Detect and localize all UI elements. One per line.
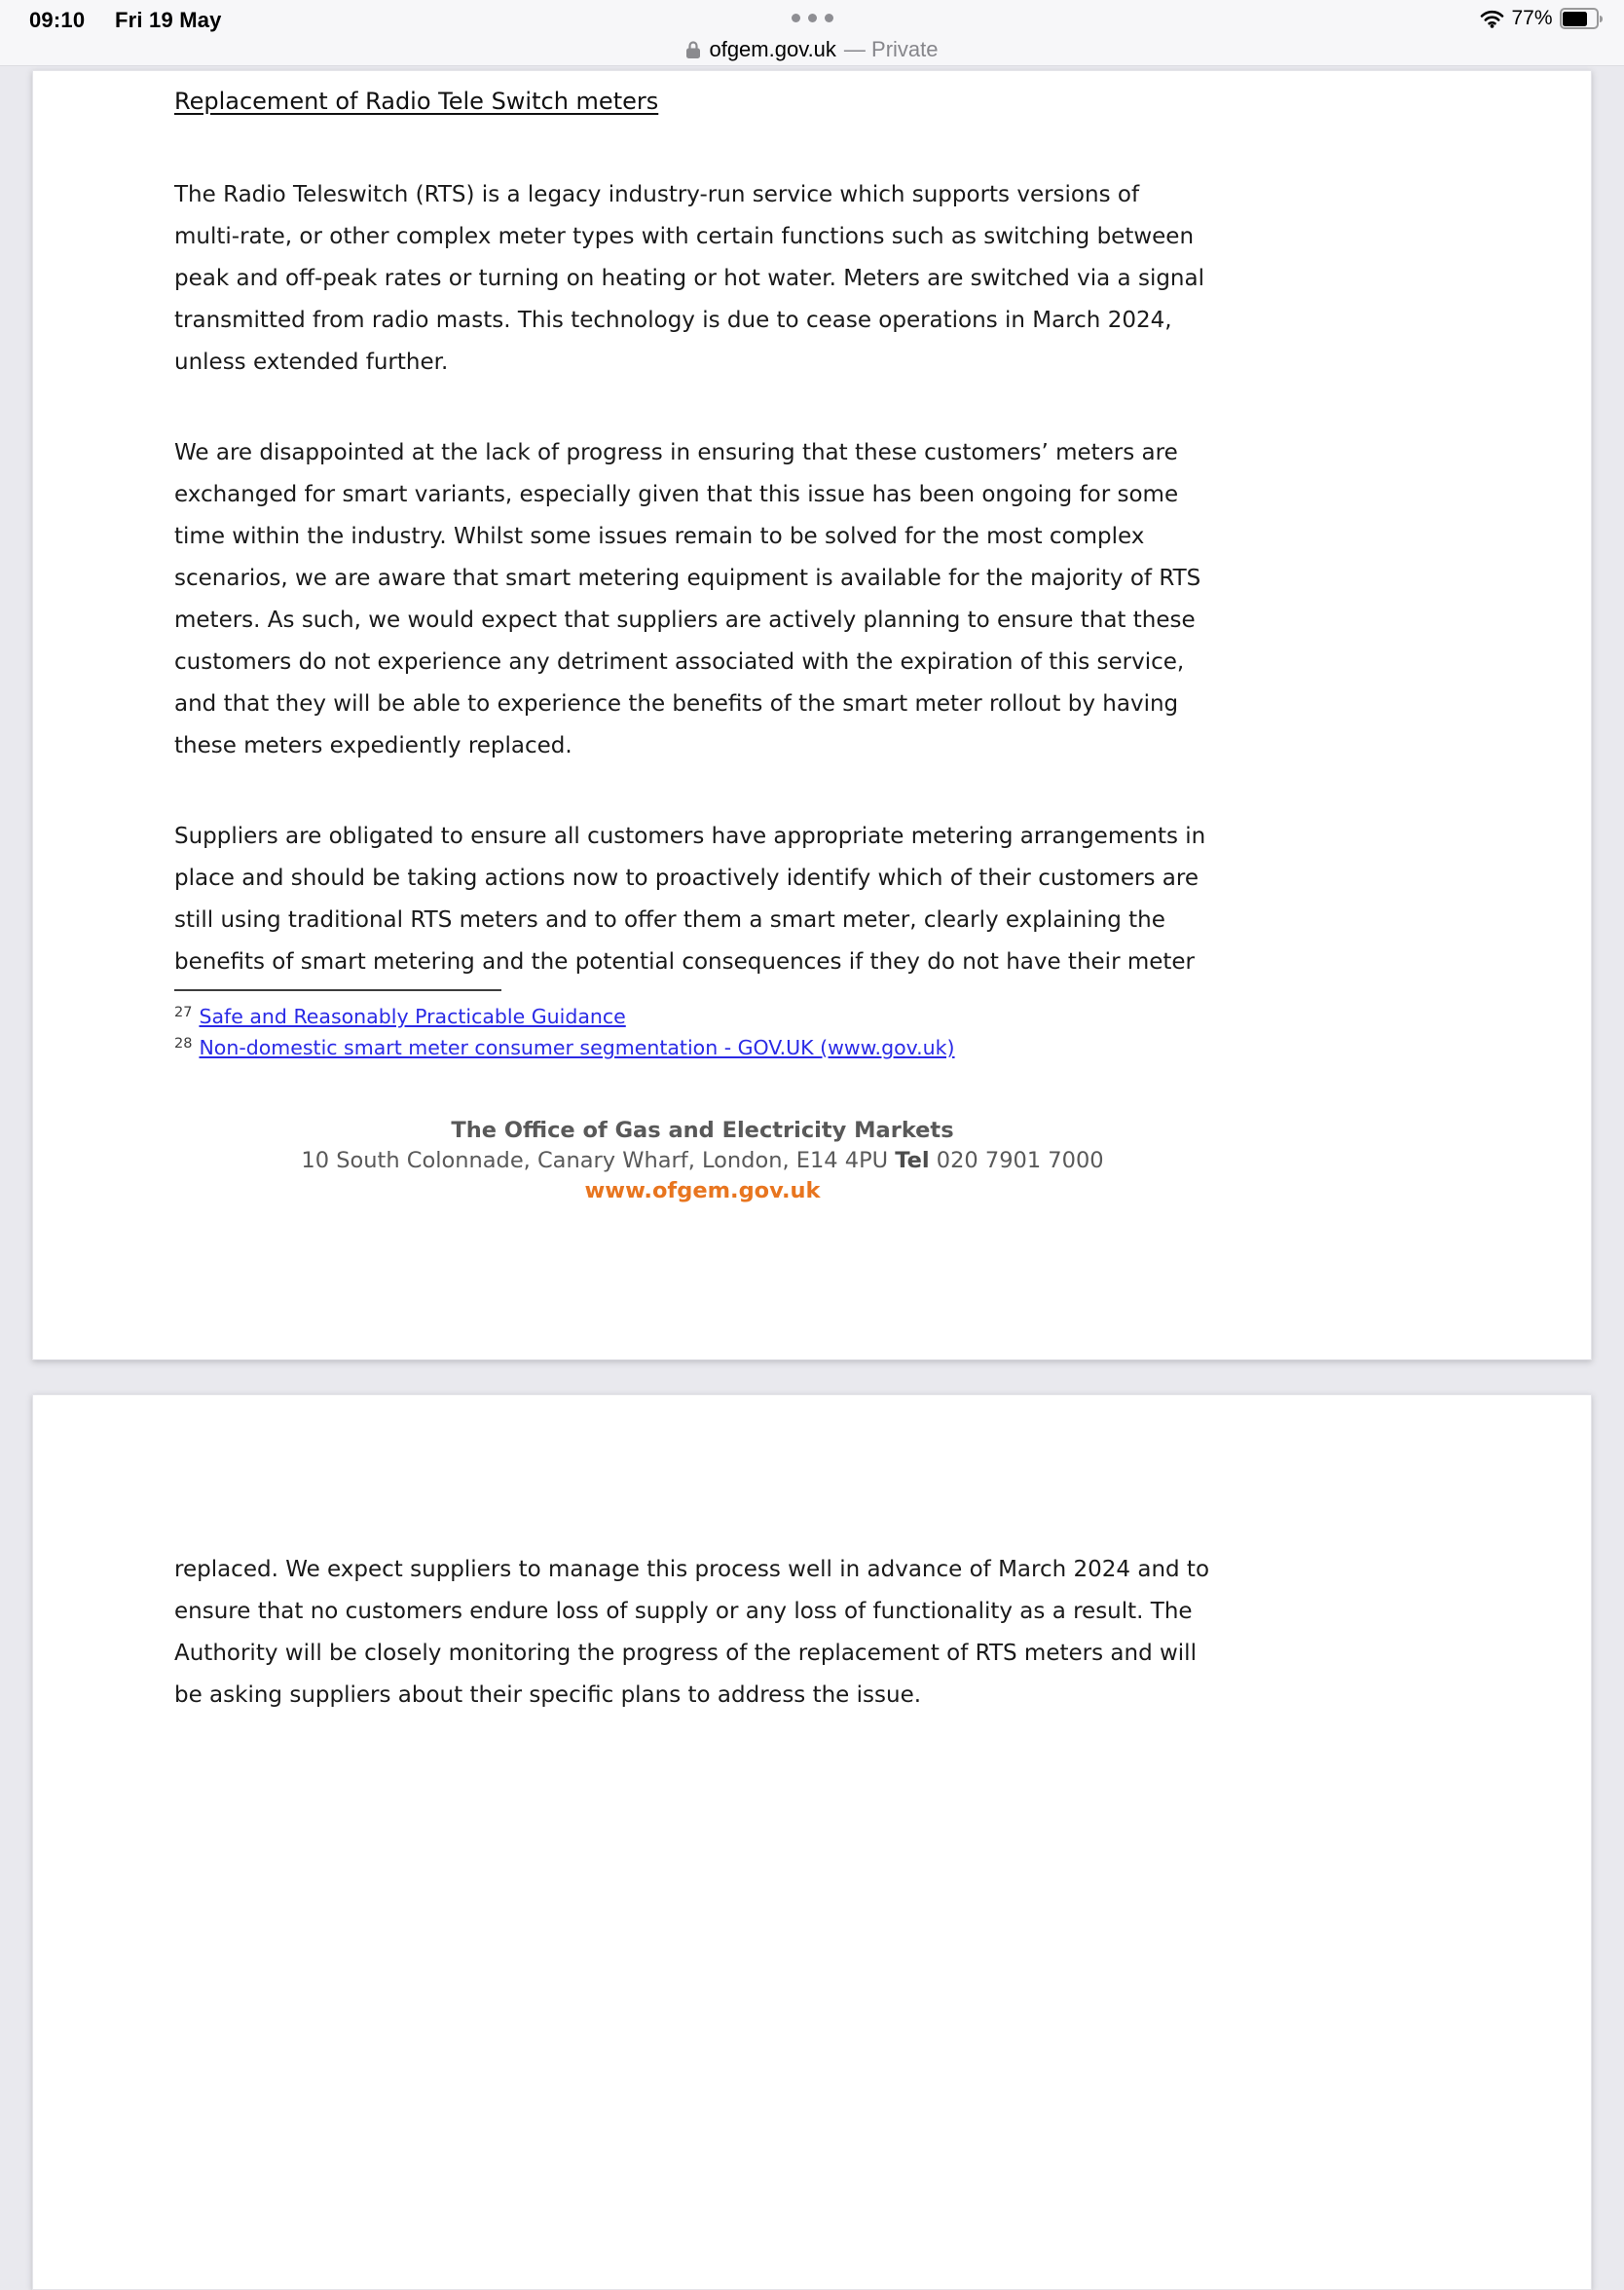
text-line: Authority will be closely monitoring the progress of the replacement of RTS meters and will (174, 1641, 1197, 1666)
paragraph-2 (174, 432, 1591, 767)
text-line: The Radio Teleswitch (RTS) is a legacy industry-run service which supports versions of (174, 182, 1140, 207)
paragraph-3 (174, 816, 1591, 983)
text-line: unless extended further. (174, 350, 449, 375)
text-line: benefits of smart metering and the potential consequences if they do not have their meter (174, 949, 1196, 975)
text-line: customers do not experience any detriment associated with the expiration of this service, (174, 649, 1185, 675)
footer-website-link[interactable]: www.ofgem.gov.uk (584, 1178, 821, 1203)
dot-icon (825, 14, 833, 22)
text-line: ensure that no customers endure loss of supply or any loss of functionality as a result. The (174, 1599, 1193, 1624)
text-line: and that they will be able to experience the benefits of the smart meter rollout by having (174, 691, 1179, 717)
document-heading: Replacement of Radio Tele Switch meters (174, 88, 659, 115)
text-line: transmitted from radio masts. This technology is due to cease operations in March 2024, (174, 308, 1172, 333)
status-date: Fri 19 May (115, 8, 222, 32)
text-line: meters. As such, we would expect that suppliers are actively planning to ensure that these (174, 608, 1196, 633)
paragraph-4 (174, 1549, 1591, 1717)
footer-tel-number: 020 7901 7000 (936, 1148, 1104, 1173)
text-line: these meters expediently replaced. (174, 733, 572, 758)
paragraph-1 (174, 174, 1591, 384)
text-line: still using traditional RTS meters and to offer them a smart meter, clearly explaining the (174, 907, 1165, 933)
url-bar[interactable] (0, 36, 1624, 63)
pdf-page-2 (32, 1394, 1592, 2290)
footer-address (174, 1146, 1231, 1176)
text-line: place and should be taking actions now to proactively identify which of their customers are (174, 866, 1199, 891)
text-line: exchanged for smart variants, especially given that this issue has been ongoing for some (174, 482, 1179, 507)
footnote-link-non-domestic-segmentation[interactable]: Non-domestic smart meter consumer segmentation - GOV.UK (www.gov.uk) (199, 1036, 955, 1059)
private-browsing-label: — Private (843, 37, 939, 61)
wifi-icon (1480, 10, 1504, 28)
status-time: 09:10 (29, 8, 86, 32)
battery-percent: 77% (1511, 7, 1553, 29)
text-line: time within the industry. Whilst some issues remain to be solved for the most complex (174, 524, 1145, 549)
text-line: peak and off-peak rates or turning on heating or hot water. Meters are switched via a signal (174, 266, 1204, 291)
footnotes (174, 1003, 1591, 1065)
page1-body (174, 174, 1591, 983)
padlock-icon (685, 40, 701, 59)
battery-icon (1560, 8, 1604, 29)
footnote-marker: 27 (174, 1005, 193, 1020)
text-line: scenarios, we are aware that smart metering equipment is available for the majority of RTS (174, 566, 1201, 591)
text-line: multi-rate, or other complex meter types with certain functions such as switching between (174, 224, 1195, 249)
pdf-page-1 (32, 70, 1592, 1360)
footer-organisation: The Office of Gas and Electricity Markets (451, 1118, 954, 1143)
url-domain: ofgem.gov.uk (709, 37, 836, 61)
page-footer (174, 1116, 1231, 1206)
text-line: be asking suppliers about their specific plans to address the issue. (174, 1682, 922, 1708)
footer-address-text: 10 South Colonnade, Canary Wharf, London, E14 4PU (301, 1148, 889, 1173)
tab-overflow-dots-icon[interactable] (0, 14, 1624, 23)
text-line: Suppliers are obligated to ensure all customers have appropriate metering arrangements in (174, 824, 1206, 849)
footnote-link-safe-practicable-guidance[interactable]: Safe and Reasonably Practicable Guidance (199, 1005, 626, 1028)
footnote-separator (174, 989, 501, 991)
text-line: We are disappointed at the lack of progress in ensuring that these customers’ meters are (174, 440, 1178, 465)
footer-tel-label: Tel (895, 1148, 930, 1173)
dot-icon (808, 14, 817, 22)
dot-icon (792, 14, 800, 22)
footnote-marker: 28 (174, 1036, 193, 1052)
browser-chrome (0, 0, 1624, 66)
footnote-28 (174, 1034, 1591, 1065)
text-line: replaced. We expect suppliers to manage this process well in advance of March 2024 and to (174, 1557, 1210, 1582)
status-right-cluster (1480, 7, 1603, 30)
page2-body (174, 1549, 1591, 1717)
footnote-27 (174, 1003, 1591, 1034)
